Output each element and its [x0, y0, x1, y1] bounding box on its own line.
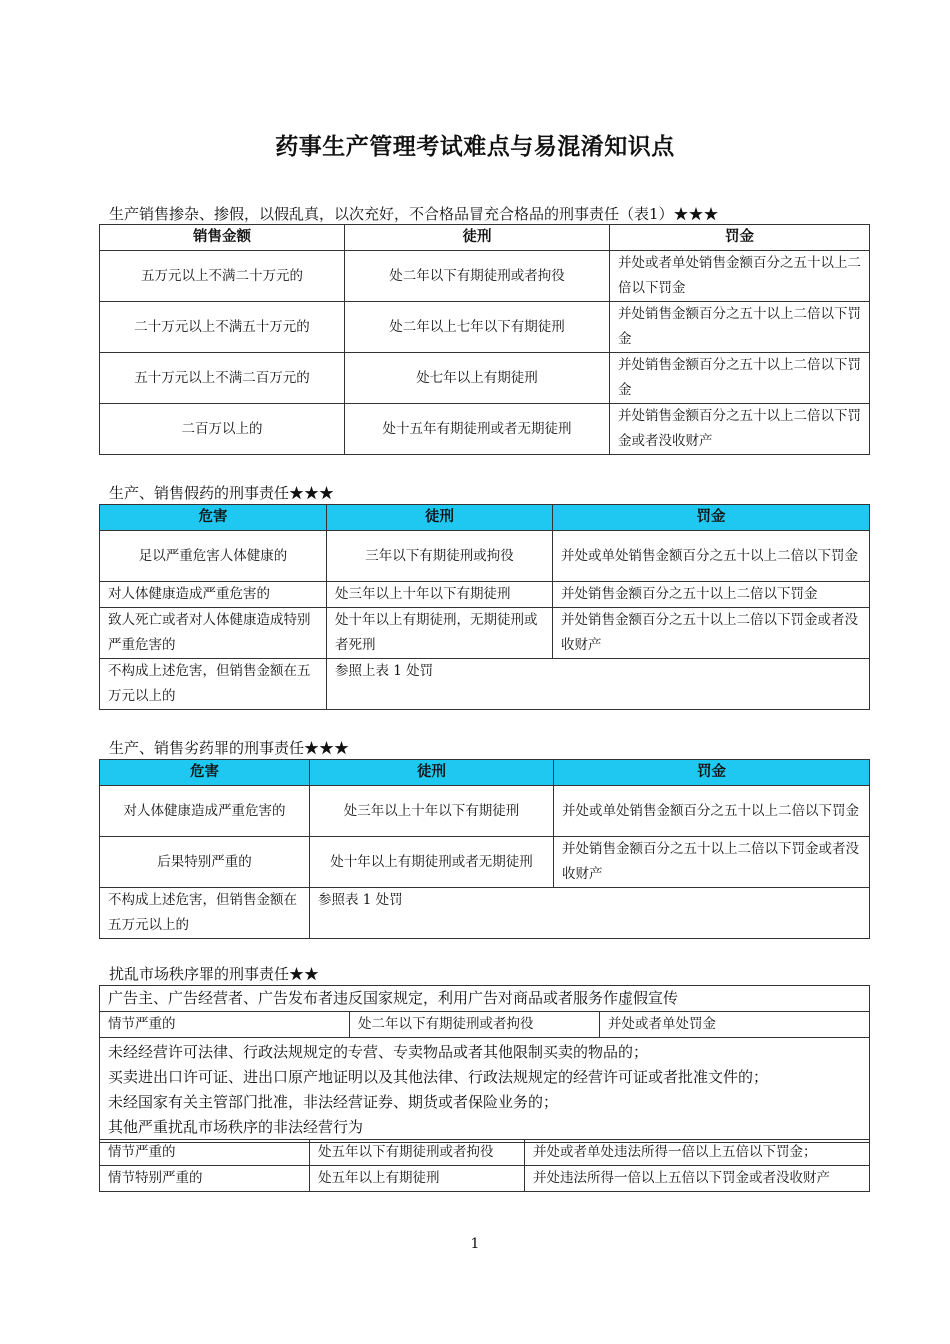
cell: 二百万以上的	[100, 404, 345, 455]
conduct-line: 未经国家有关主管部门批准，非法经营证券、期货或者保险业务的；	[108, 1093, 559, 1111]
table-row	[100, 353, 870, 404]
table-header-row	[100, 760, 870, 786]
cell: 处七年以上有期徒刑	[345, 353, 610, 404]
cell: 处十年以上有期徒刑，无期徒刑或者死刑	[327, 608, 553, 659]
header-fine: 罚金	[554, 760, 870, 786]
table-row	[100, 888, 870, 939]
cell: 处二年以下有期徒刑或者拘役	[345, 251, 610, 302]
cell: 并处或者单处违法所得一倍以上五倍以下罚金；	[525, 1140, 870, 1166]
cell: 并处销售金额百分之五十以上二倍以下罚金	[610, 302, 870, 353]
cell: 三年以下有期徒刑或拘役	[327, 531, 553, 582]
section-4-title: 扰乱市场秩序罪的刑事责任★★	[109, 965, 320, 983]
cell: 并处违法所得一倍以上五倍以下罚金或者没收财产	[525, 1166, 870, 1192]
table-row	[100, 1166, 870, 1192]
cell: 并处销售金额百分之五十以上二倍以下罚金或者没收财产	[554, 837, 870, 888]
header-sales-amount: 销售金额	[100, 225, 345, 251]
table-row	[100, 1038, 870, 1143]
cell: 并处或者单处销售金额百分之五十以上二倍以下罚金	[610, 251, 870, 302]
table-4b	[99, 1139, 870, 1192]
table-row	[100, 582, 870, 608]
cell: 对人体健康造成严重危害的	[100, 582, 327, 608]
table-row	[100, 531, 870, 582]
cell: 参照上表 1 处罚	[327, 659, 870, 710]
header-harm: 危害	[100, 760, 310, 786]
cell: 处十五年有期徒刑或者无期徒刑	[345, 404, 610, 455]
table-row	[100, 659, 870, 710]
table-row	[100, 1012, 870, 1038]
table-row	[100, 1140, 870, 1166]
conduct-line: 其他严重扰乱市场秩序的非法经营行为	[108, 1118, 364, 1136]
header-fine: 罚金	[610, 225, 870, 251]
table-header-row	[100, 505, 870, 531]
cell: 处三年以上十年以下有期徒刑	[310, 786, 554, 837]
table-row	[100, 837, 870, 888]
cell: 处二年以上七年以下有期徒刑	[345, 302, 610, 353]
conduct-line: 买卖进出口许可证、进出口原产地证明以及其他法律、行政法规规定的经营许可证或者批准文件的；	[108, 1068, 769, 1086]
conduct-cell	[100, 1038, 870, 1143]
cell: 并处或单处销售金额百分之五十以上二倍以下罚金	[553, 531, 870, 582]
section-3-title: 生产、销售劣药罪的刑事责任★★★	[109, 739, 350, 757]
cell: 足以严重危害人体健康的	[100, 531, 327, 582]
cell: 情节严重的	[100, 1140, 310, 1166]
cell: 并处或单处销售金额百分之五十以上二倍以下罚金	[554, 786, 870, 837]
cell: 参照表 1 处罚	[310, 888, 870, 939]
cell: 情节特别严重的	[100, 1166, 310, 1192]
header-sentence: 徒刑	[310, 760, 554, 786]
cell: 不构成上述危害，但销售金额在五万元以上的	[100, 888, 310, 939]
page-number: 1	[470, 1236, 480, 1252]
conduct-line: 未经经营许可法律、行政法规规定的专营、专卖物品或者其他限制买卖的物品的；	[108, 1043, 649, 1061]
cell: 并处销售金额百分之五十以上二倍以下罚金或者没收财产	[553, 608, 870, 659]
section-2-title: 生产、销售假药的刑事责任★★★	[109, 484, 335, 502]
table-2	[99, 504, 870, 710]
header-sentence: 徒刑	[327, 505, 553, 531]
table-4a	[99, 985, 870, 1143]
cell: 并处销售金额百分之五十以上二倍以下罚金或者没收财产	[610, 404, 870, 455]
table-row	[100, 608, 870, 659]
cell: 处五年以下有期徒刑或者拘役	[310, 1140, 525, 1166]
cell: 后果特别严重的	[100, 837, 310, 888]
table-1	[99, 224, 870, 455]
header-sentence: 徒刑	[345, 225, 610, 251]
cell: 情节严重的	[100, 1012, 350, 1038]
cell: 五万元以上不满二十万元的	[100, 251, 345, 302]
cell: 处十年以上有期徒刑或者无期徒刑	[310, 837, 554, 888]
table-row	[100, 251, 870, 302]
cell: 五十万元以上不满二百万元的	[100, 353, 345, 404]
cell: 并处销售金额百分之五十以上二倍以下罚金	[610, 353, 870, 404]
header-harm: 危害	[100, 505, 327, 531]
table-row	[100, 302, 870, 353]
cell: 二十万元以上不满五十万元的	[100, 302, 345, 353]
cell: 致人死亡或者对人体健康造成特别严重危害的	[100, 608, 327, 659]
cell: 不构成上述危害，但销售金额在五万元以上的	[100, 659, 327, 710]
cell: 并处或者单处罚金	[600, 1012, 870, 1038]
table-row	[100, 786, 870, 837]
table-3	[99, 759, 870, 939]
ad-heading: 广告主、广告经营者、广告发布者违反国家规定，利用广告对商品或者服务作虚假宣传	[100, 986, 870, 1012]
table-row	[100, 404, 870, 455]
cell: 处二年以下有期徒刑或者拘役	[350, 1012, 600, 1038]
cell: 并处销售金额百分之五十以上二倍以下罚金	[553, 582, 870, 608]
table-row	[100, 986, 870, 1012]
table-header-row	[100, 225, 870, 251]
cell: 对人体健康造成严重危害的	[100, 786, 310, 837]
section-1-title: 生产销售掺杂、掺假，以假乱真，以次充好，不合格品冒充合格品的刑事责任（表1）★★★	[109, 205, 719, 223]
cell: 处五年以上有期徒刑	[310, 1166, 525, 1192]
header-fine: 罚金	[553, 505, 870, 531]
page-title: 药事生产管理考试难点与易混淆知识点	[275, 134, 675, 160]
cell: 处三年以上十年以下有期徒刑	[327, 582, 553, 608]
